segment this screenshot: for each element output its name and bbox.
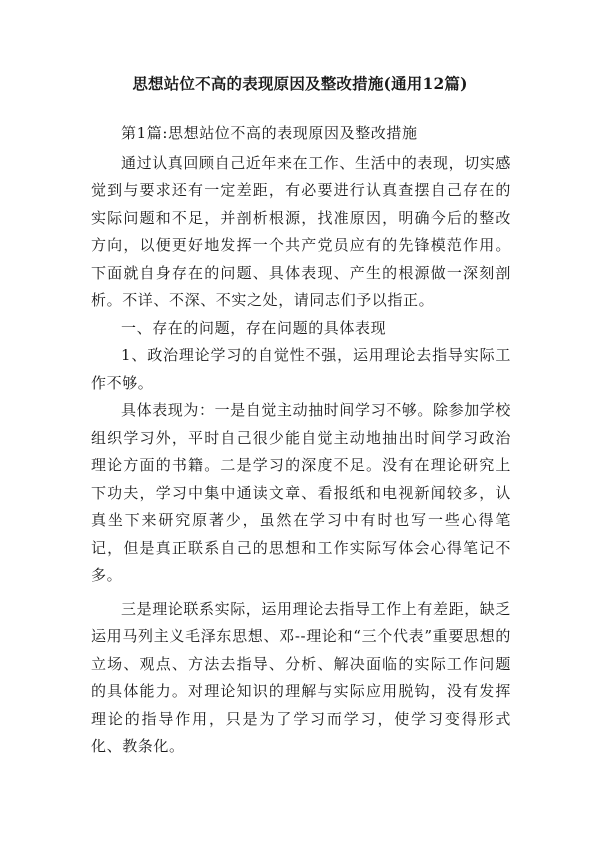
document-body [91,120,511,761]
paragraph-specific-performance: 具体表现为：一是自觉主动抽时间学习不够。除参加学校组织学习外，平时自己很少能自觉主动地抽出时间学习政治理论方面的书籍。二是学习的深度不足。没有在理论研究上下功夫，学习中集中通读文章、看报纸和电视新闻较多，认真坐下来研究原著少，虽然在学习中有时也写一些心得笔记，但是真正联系自己的思想和工作实际写体会心得笔记不多。 [91,401,512,584]
paragraph-item-1: 1、政治理论学习的自觉性不强，运用理论去指导实际工作不够。 [91,346,511,392]
section-title: 第1篇:思想站位不高的表现原因及整改措施 [121,124,418,142]
paragraph-heading-problems: 一、存在的问题，存在问题的具体表现 [121,318,387,337]
document-title: 思想站位不高的表现原因及整改措施(通用12篇) [132,74,468,93]
paragraph-intro: 通过认真回顾自己近年来在工作、生活中的表现，切实感觉到与要求还有一定差距，有必要进行认真查摆自己存在的实际问题和不足，并剖析根源，找准原因，明确今后的整改方向，以便更好地发挥一个共产党员应有的先锋模范作用。下面就自身存在的问题、具体表现、产生的根源做一深刻剖析。不详、不深、不实之处，请同志们予以指正。 [91,153,512,309]
paragraph-theory-practice: 三是理论联系实际，运用理论去指导工作上有差距，缺乏运用马列主义毛泽东思想、邓--理论和“三个代表”重要思想的立场、观点、方法去指导、分析、解决面临的实际工作问题的具体能力。对理论知识的理解与实际应用脱钩，没有发挥理论的指导作用，只是为了学习而学习，使学习变得形式化、教条化。 [91,599,512,755]
